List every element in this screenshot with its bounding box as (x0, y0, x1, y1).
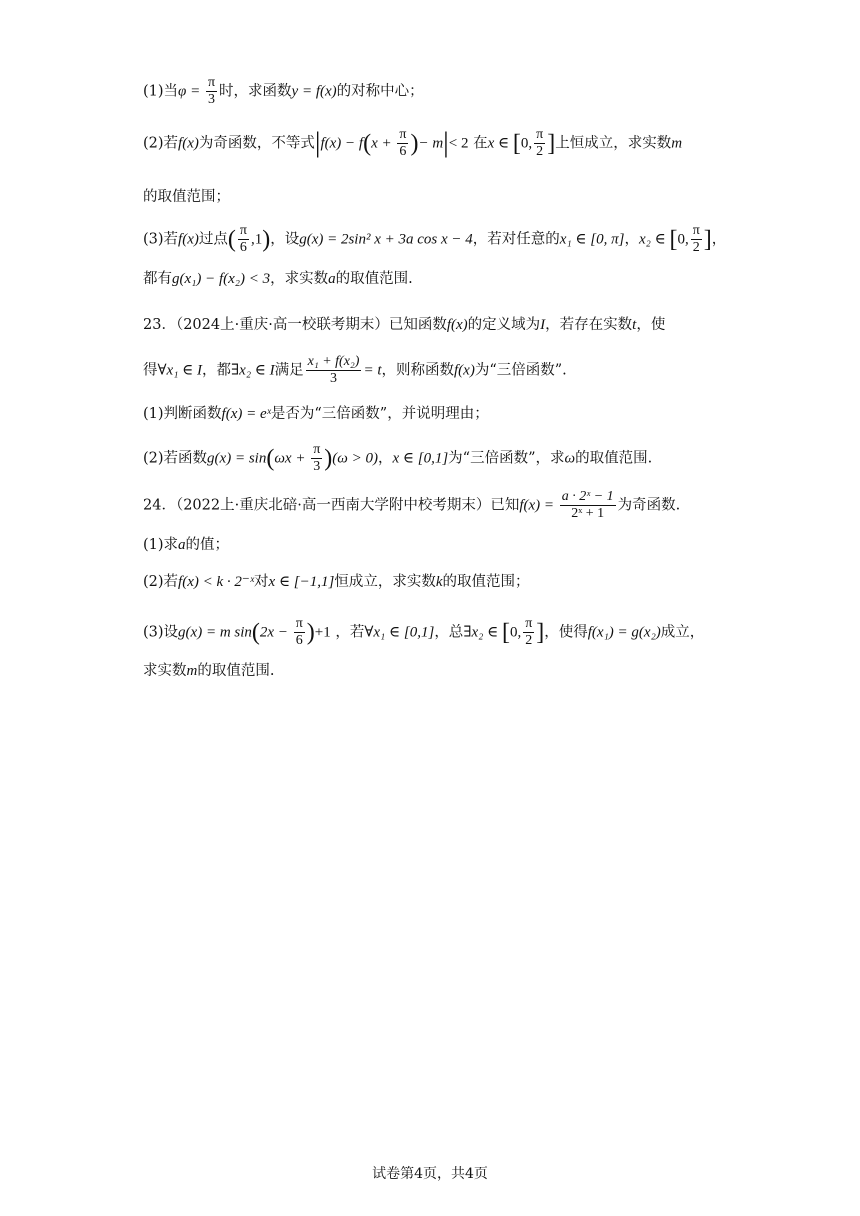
math: I (540, 317, 546, 333)
text: 的定义域为 (467, 317, 541, 333)
text: (2)若函数 (143, 450, 208, 467)
math: g(x₁) − f(x₂) < 3 (172, 271, 271, 287)
math: 2x − (259, 624, 292, 641)
numerator: a · 2ˣ − 1 (561, 489, 614, 504)
q22-part2-line (143, 128, 682, 159)
math: ω (564, 450, 576, 467)
fraction (238, 224, 249, 255)
denominator: 6 (399, 144, 407, 159)
math: f(x) (178, 135, 199, 152)
math: g(x) = m sin (178, 624, 252, 641)
denominator: 2ˣ + 1 (571, 506, 605, 521)
text: ，则称函数 (381, 362, 455, 379)
numerator: π (295, 616, 303, 631)
text: 23．（2024上·重庆·高一校联考期末）已知函数 (143, 317, 447, 333)
math: ∀x₁ ∈ I (157, 362, 203, 379)
math: f(x₁) = g(x₂) (587, 624, 661, 641)
text: 的取值范围. (197, 663, 275, 679)
text: ，若对任意的 (472, 231, 560, 248)
math: f(x) = eˣ (221, 406, 271, 422)
denominator: 3 (208, 92, 215, 107)
bracket-right: ] (703, 226, 712, 253)
numerator: π (525, 616, 533, 631)
text: 对 (254, 574, 269, 590)
fraction (534, 128, 545, 159)
text: ，求实数 (270, 271, 329, 287)
text: 在 (473, 135, 488, 152)
math: ∃x₂ ∈ (463, 624, 502, 641)
text: ，总 (434, 624, 464, 641)
q23-part1-line (143, 407, 489, 422)
abs-bar-left: | (314, 127, 321, 159)
text: ，使 (636, 317, 666, 333)
q22-part1-line (143, 76, 424, 107)
text: (1)判断函数 (143, 406, 222, 422)
paren-right: ) (262, 226, 271, 253)
text: (1)求 (143, 537, 179, 553)
math: x ∈ (487, 135, 513, 152)
fraction (311, 443, 322, 474)
math: a (178, 537, 186, 553)
math: 0, (520, 135, 533, 152)
text: 为奇函数. (617, 497, 681, 514)
text: 的取值范围. (575, 450, 653, 467)
text: ， (624, 231, 639, 248)
denominator: 3 (313, 459, 321, 474)
fraction (523, 617, 534, 648)
text: (3)若 (143, 231, 179, 248)
text: 为奇函数，不等式 (198, 135, 315, 152)
math: x ∈ [0,1] (392, 450, 449, 467)
math: m (671, 135, 683, 152)
bracket-left: [ (669, 226, 678, 253)
text: 为“三倍函数”，求 (448, 450, 565, 467)
text: ， (377, 450, 393, 467)
math: f(x) − f (320, 135, 364, 152)
text: ，设 (270, 231, 300, 248)
q24-line (143, 490, 680, 521)
math: a (328, 271, 336, 287)
text: 都有 (143, 271, 172, 287)
denominator: 3 (330, 371, 338, 386)
math: +1 (314, 624, 331, 641)
text: ， (711, 231, 727, 248)
q24-part3-line (143, 617, 704, 648)
paren-left: ( (363, 130, 372, 157)
text: 24．（2022上·重庆北碚·高一西南大学附中校考期末）已知 (143, 497, 520, 514)
denominator: 6 (295, 633, 303, 648)
q22-part3-cont-line (143, 272, 413, 287)
math: − m (418, 135, 444, 152)
fraction (691, 224, 702, 255)
numerator: π (692, 223, 700, 238)
math: ∃x₂ ∈ I (231, 362, 275, 379)
numerator: π (313, 442, 321, 457)
text: 的取值范围； (143, 189, 230, 205)
paren-right: ) (306, 619, 315, 646)
text: (2)若 (143, 135, 179, 152)
denominator: 2 (536, 144, 544, 159)
fraction (294, 617, 305, 648)
q23-part2-line (143, 443, 652, 474)
q24-part1-line (143, 538, 229, 553)
math: ωx + (274, 450, 310, 467)
fraction (306, 355, 362, 386)
abs-bar-right: | (443, 127, 449, 159)
text: 过点 (198, 231, 228, 248)
text: 的值； (185, 537, 230, 553)
text: 的取值范围； (442, 574, 530, 590)
text: (1)当 (143, 83, 179, 100)
bracket-right: ] (536, 619, 545, 646)
math: t (632, 317, 637, 333)
text: ，使得 (544, 624, 588, 641)
denominator: 2 (525, 633, 533, 648)
math: ,1 (250, 231, 263, 248)
text: 的取值范围. (335, 271, 413, 287)
math: ∀x₁ ∈ [0,1] (364, 624, 435, 641)
text: 求实数 (143, 663, 187, 679)
math: g(x) = sin (207, 450, 267, 467)
math: = t (363, 362, 382, 379)
math: 0, (677, 231, 689, 248)
text: ，若存在实数 (545, 317, 633, 333)
paren-left: ( (227, 226, 236, 253)
text: 为“三倍函数”. (474, 362, 567, 379)
bracket-left: [ (512, 130, 521, 157)
q22-part3-line (143, 224, 726, 255)
page-footer: 试卷第4页，共4页 (372, 1166, 488, 1182)
text: (2)若 (143, 574, 179, 590)
math: y = f(x) (291, 83, 337, 100)
numerator: π (239, 223, 247, 238)
math: f(x) < k · 2⁻ˣ (178, 574, 255, 590)
numerator: π (536, 127, 544, 142)
paren-left: ( (251, 619, 260, 646)
math: f(x) (178, 231, 199, 248)
math: f(x) (454, 362, 475, 379)
math: k (435, 574, 443, 590)
math: m (186, 663, 198, 679)
math: g(x) = 2sin² x + 3a cos x − 4 (299, 231, 473, 248)
text: ，都 (202, 362, 232, 379)
fraction (206, 76, 217, 107)
paren-right: ) (324, 445, 333, 472)
text: 恒成立，求实数 (334, 574, 436, 590)
q23-line (143, 318, 665, 333)
denominator: 2 (692, 240, 700, 255)
math: x ∈ [−1,1] (268, 574, 335, 590)
denominator: 6 (239, 240, 247, 255)
text: 满足 (274, 362, 304, 379)
text: 是否为“三倍函数”，并说明理由； (270, 406, 489, 422)
q23-cont-line (143, 355, 567, 386)
numerator: π (207, 75, 216, 90)
text: (3)设 (143, 624, 179, 641)
math: f(x) = (519, 497, 558, 514)
text: 上恒成立，求实数 (555, 135, 672, 152)
math: (ω > 0) (332, 450, 378, 467)
math: x₂ ∈ (638, 231, 670, 248)
math: f(x) (446, 317, 468, 333)
numerator: π (399, 127, 407, 142)
text: 成立， (660, 624, 705, 641)
paren-right: ) (410, 130, 419, 157)
q24-part3-cont-line (143, 664, 274, 679)
math: φ = (178, 83, 204, 100)
math: x₁ ∈ [0, π] (559, 231, 625, 248)
text: 的对称中心； (336, 83, 424, 100)
math: 0, (509, 624, 522, 641)
math: < 2 (448, 135, 469, 152)
text: 时，求函数 (219, 83, 292, 100)
bracket-right: ] (547, 130, 556, 157)
math: x + (371, 135, 396, 152)
fraction (397, 128, 408, 159)
numerator: x₁ + f(x₂) (307, 354, 360, 369)
text: 得 (143, 362, 158, 379)
q24-part2-line (143, 575, 530, 590)
paren-left: ( (266, 445, 275, 472)
fraction (560, 490, 616, 521)
bracket-left: [ (501, 619, 510, 646)
text: ，若 (335, 624, 365, 641)
q22-part2-cont-line (143, 190, 230, 205)
